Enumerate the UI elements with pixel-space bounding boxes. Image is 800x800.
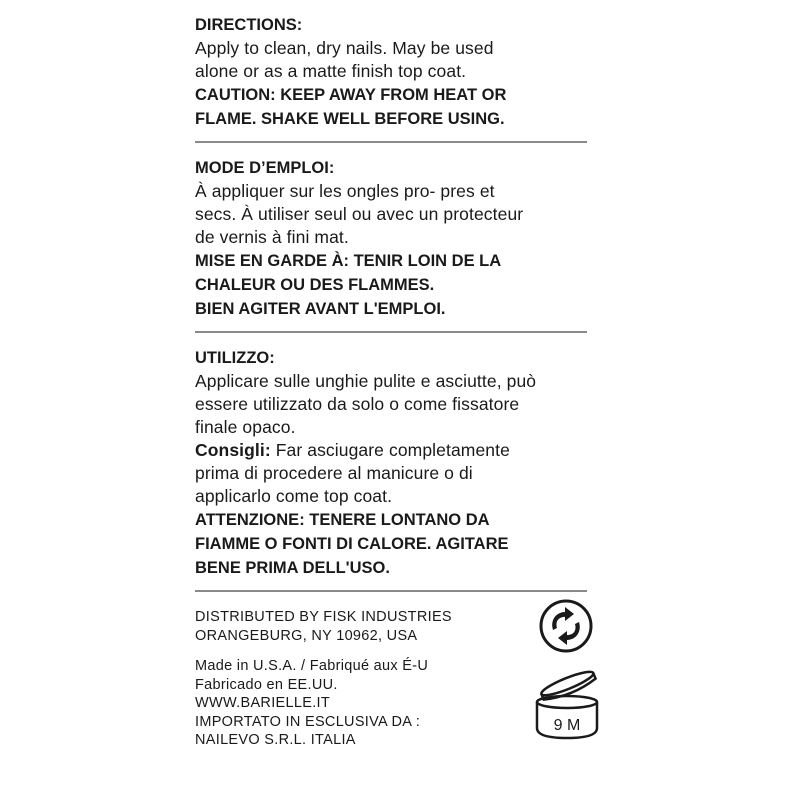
section-divider: [195, 141, 587, 143]
utilizzo-caution-line: FIAMME O FONTI DI CALORE. AGITARE: [195, 535, 509, 553]
origin-line: Made in U.S.A. / Fabriqué aux É-U: [195, 658, 429, 674]
mode-emploi-section: [195, 157, 587, 321]
mode-emploi-line: secs. À utiliser seul ou avec un protecteur: [195, 204, 524, 224]
mode-emploi-line: À appliquer sur les ongles pro- pres et: [195, 181, 495, 201]
period-after-opening-icon: [531, 668, 603, 744]
consigli-line: prima di procedere al manicure o di: [195, 463, 473, 483]
footer-spacer: [195, 645, 587, 657]
origin-line: Fabricado en EE.UU.: [195, 676, 338, 693]
mode-emploi-caution-line: MISE EN GARDE À: TENIR LOIN DE LA: [195, 252, 502, 270]
utilizzo-line: Applicare sulle unghie pulite e asciutte, può: [195, 371, 537, 391]
mode-emploi-line: de vernis à fini mat.: [195, 227, 349, 247]
mode-emploi-heading: MODE D’EMPLOI:: [195, 159, 335, 177]
green-dot-recycle-icon: [538, 598, 594, 654]
label-footer: [195, 608, 587, 758]
directions-caution-line: FLAME. SHAKE WELL BEFORE USING.: [195, 110, 505, 128]
mode-emploi-caution-line: BIEN AGITER AVANT L'EMPLOI.: [195, 300, 446, 318]
directions-line: alone or as a matte finish top coat.: [195, 61, 467, 81]
origin-line: IMPORTATO IN ESCLUSIVA DA :: [195, 713, 421, 730]
utilizzo-line: finale opaco.: [195, 417, 296, 437]
consigli-label: Consigli:: [195, 440, 271, 460]
product-label: [195, 14, 587, 592]
directions-caution-line: CAUTION: KEEP AWAY FROM HEAT OR: [195, 86, 507, 104]
origin-line: NAILEVO S.R.L. ITALIA: [195, 732, 356, 748]
utilizzo-caution-line: BENE PRIMA DELL'USO.: [195, 559, 390, 577]
consigli-line: applicarlo come top coat.: [195, 486, 393, 506]
directions-heading: DIRECTIONS:: [195, 16, 303, 34]
consigli-text: Far asciugare completamente: [270, 440, 510, 460]
directions-section: [195, 14, 587, 131]
directions-line: Apply to clean, dry nails. May be used: [195, 38, 494, 58]
section-divider: [195, 590, 587, 592]
distributor-line: ORANGEBURG, NY 10962, USA: [195, 627, 418, 644]
consigli-line: [195, 439, 587, 462]
pao-label: 9 M: [553, 717, 581, 734]
mode-emploi-caution-line: CHALEUR OU DES FLAMMES.: [195, 276, 435, 294]
utilizzo-heading: UTILIZZO:: [195, 349, 275, 367]
distributor-line: DISTRIBUTED BY FISK INDUSTRIES: [195, 609, 452, 625]
section-divider: [195, 331, 587, 333]
utilizzo-line: essere utilizzato da solo o come fissatore: [195, 394, 520, 414]
utilizzo-section: [195, 347, 587, 580]
utilizzo-caution-line: ATTENZIONE: TENERE LONTANO DA: [195, 511, 490, 529]
origin-line: WWW.BARIELLE.IT: [195, 695, 331, 711]
